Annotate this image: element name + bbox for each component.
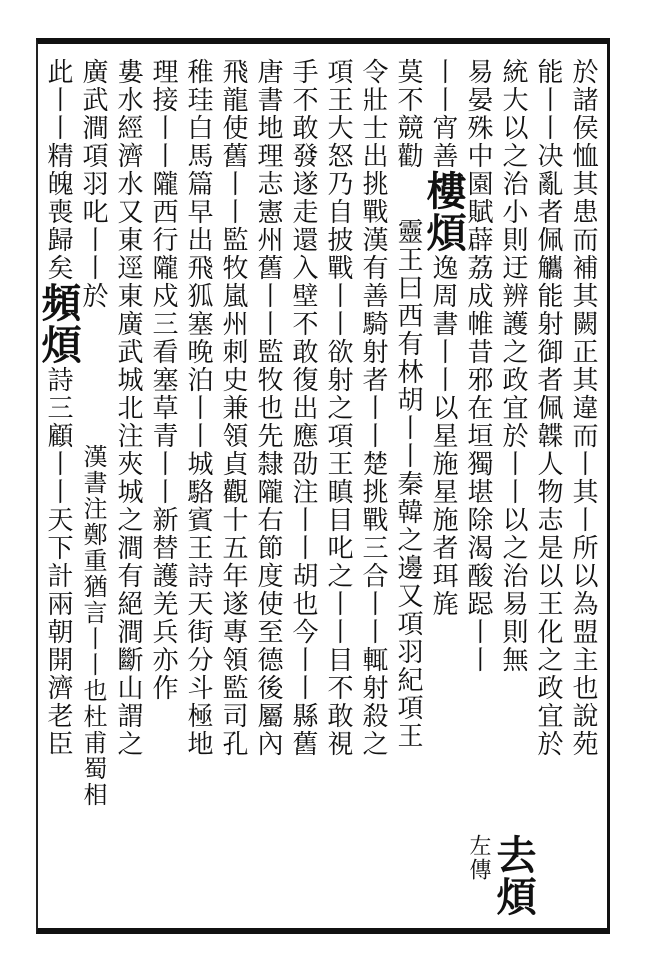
headword-pin-fan: 頻煩 — [35, 282, 82, 366]
column-16-text-b: 詩三顧丨丨天下計兩朝開濟老臣 — [43, 366, 73, 758]
text-column-14 — [108, 58, 148, 920]
column-14-text: 婁水經濟水又東逕東廣武城北注夾城之澗有絕澗斷山謂之 — [113, 58, 143, 758]
headword-pin-fan-note-column — [73, 444, 113, 920]
column-8-text: 項王大怒乃自披戰丨丨欲射之項王瞋目叱之丨丨目不敢視 — [323, 58, 353, 758]
column-10-text: 唐書地理志憲州舊丨丨監牧也先隸隴右節度使至德後屬內 — [253, 58, 283, 758]
text-column-8 — [318, 58, 358, 920]
column-13-text: 理接丨丨隴西行隴戍三看塞草青丨丨新替護羌兵亦作 — [148, 58, 178, 702]
headword-qu-fan: 去煩 — [490, 834, 537, 918]
text-column-6 — [388, 58, 428, 920]
text-column-16 — [35, 58, 82, 920]
headword-lou-fan: 樓煩 — [420, 170, 467, 254]
text-column-3 — [493, 58, 533, 920]
text-column-7 — [353, 58, 393, 920]
headword-qu-fan-note: 左傳 — [466, 834, 491, 882]
column-9-text: 手不敢發遂走還入壁不敢復出應劭注丨丨胡也今丨丨縣舊 — [288, 58, 318, 758]
column-1-text: 於諸侯恤其患而補其闕正其違而丨其丨所以為盟主也說苑 — [568, 58, 598, 758]
text-column-10 — [248, 58, 288, 920]
text-column-11 — [213, 58, 253, 920]
headword-qu-fan-column — [490, 834, 537, 918]
column-6-text-b: 靈王曰西有林胡丨丨秦韓之邊又項羽紀項王 — [393, 218, 423, 750]
column-15-text: 廣武澗項羽叱丨丨於 — [78, 58, 108, 310]
text-column-2 — [528, 58, 568, 920]
headword-qu-fan-note-column — [458, 834, 498, 914]
column-5-text-b: 逸周書丨丨以星施星施者珥旄 — [428, 254, 458, 618]
text-column-13 — [143, 58, 183, 920]
column-6-text-a: 莫不競勸 — [393, 58, 423, 170]
column-5-text-a: 丨丨宵善 — [428, 58, 458, 170]
column-2-text: 能丨丨决亂者佩觿能射御者佩韘人物志是以王化之政宜於 — [533, 58, 563, 758]
page-frame — [36, 38, 610, 934]
column-11-text: 飛龍使舊丨丨監牧嵐州刺史兼領貞觀十五年遂專領監司孔 — [218, 58, 248, 758]
column-3-text: 統大以之治小則迂辨護之政宜於丨丨以之治易則無 — [498, 58, 528, 674]
column-6-gap — [396, 170, 421, 218]
column-12-text: 稚珪白馬篇早出飛狐塞晚泊丨丨城駱賓王詩天街分斗極地 — [183, 58, 213, 758]
text-column-12 — [178, 58, 218, 920]
column-4-text: 易晏殊中園賦薜荔成帷昔邪在垣獨堪除渴酸跽丨丨 — [463, 58, 493, 674]
column-16-text-a: 此丨丨精魄喪歸矣 — [43, 58, 73, 282]
text-column-9 — [283, 58, 323, 920]
headword-pin-fan-note: 漢書注鄭重猶言丨丨也杜甫蜀相 — [79, 444, 107, 808]
text-column-5 — [420, 58, 467, 920]
column-7-text: 令壯士出挑戰漢有善騎射者丨丨楚挑戰三合丨丨輒射殺之 — [358, 58, 388, 758]
text-column-1 — [563, 58, 603, 920]
